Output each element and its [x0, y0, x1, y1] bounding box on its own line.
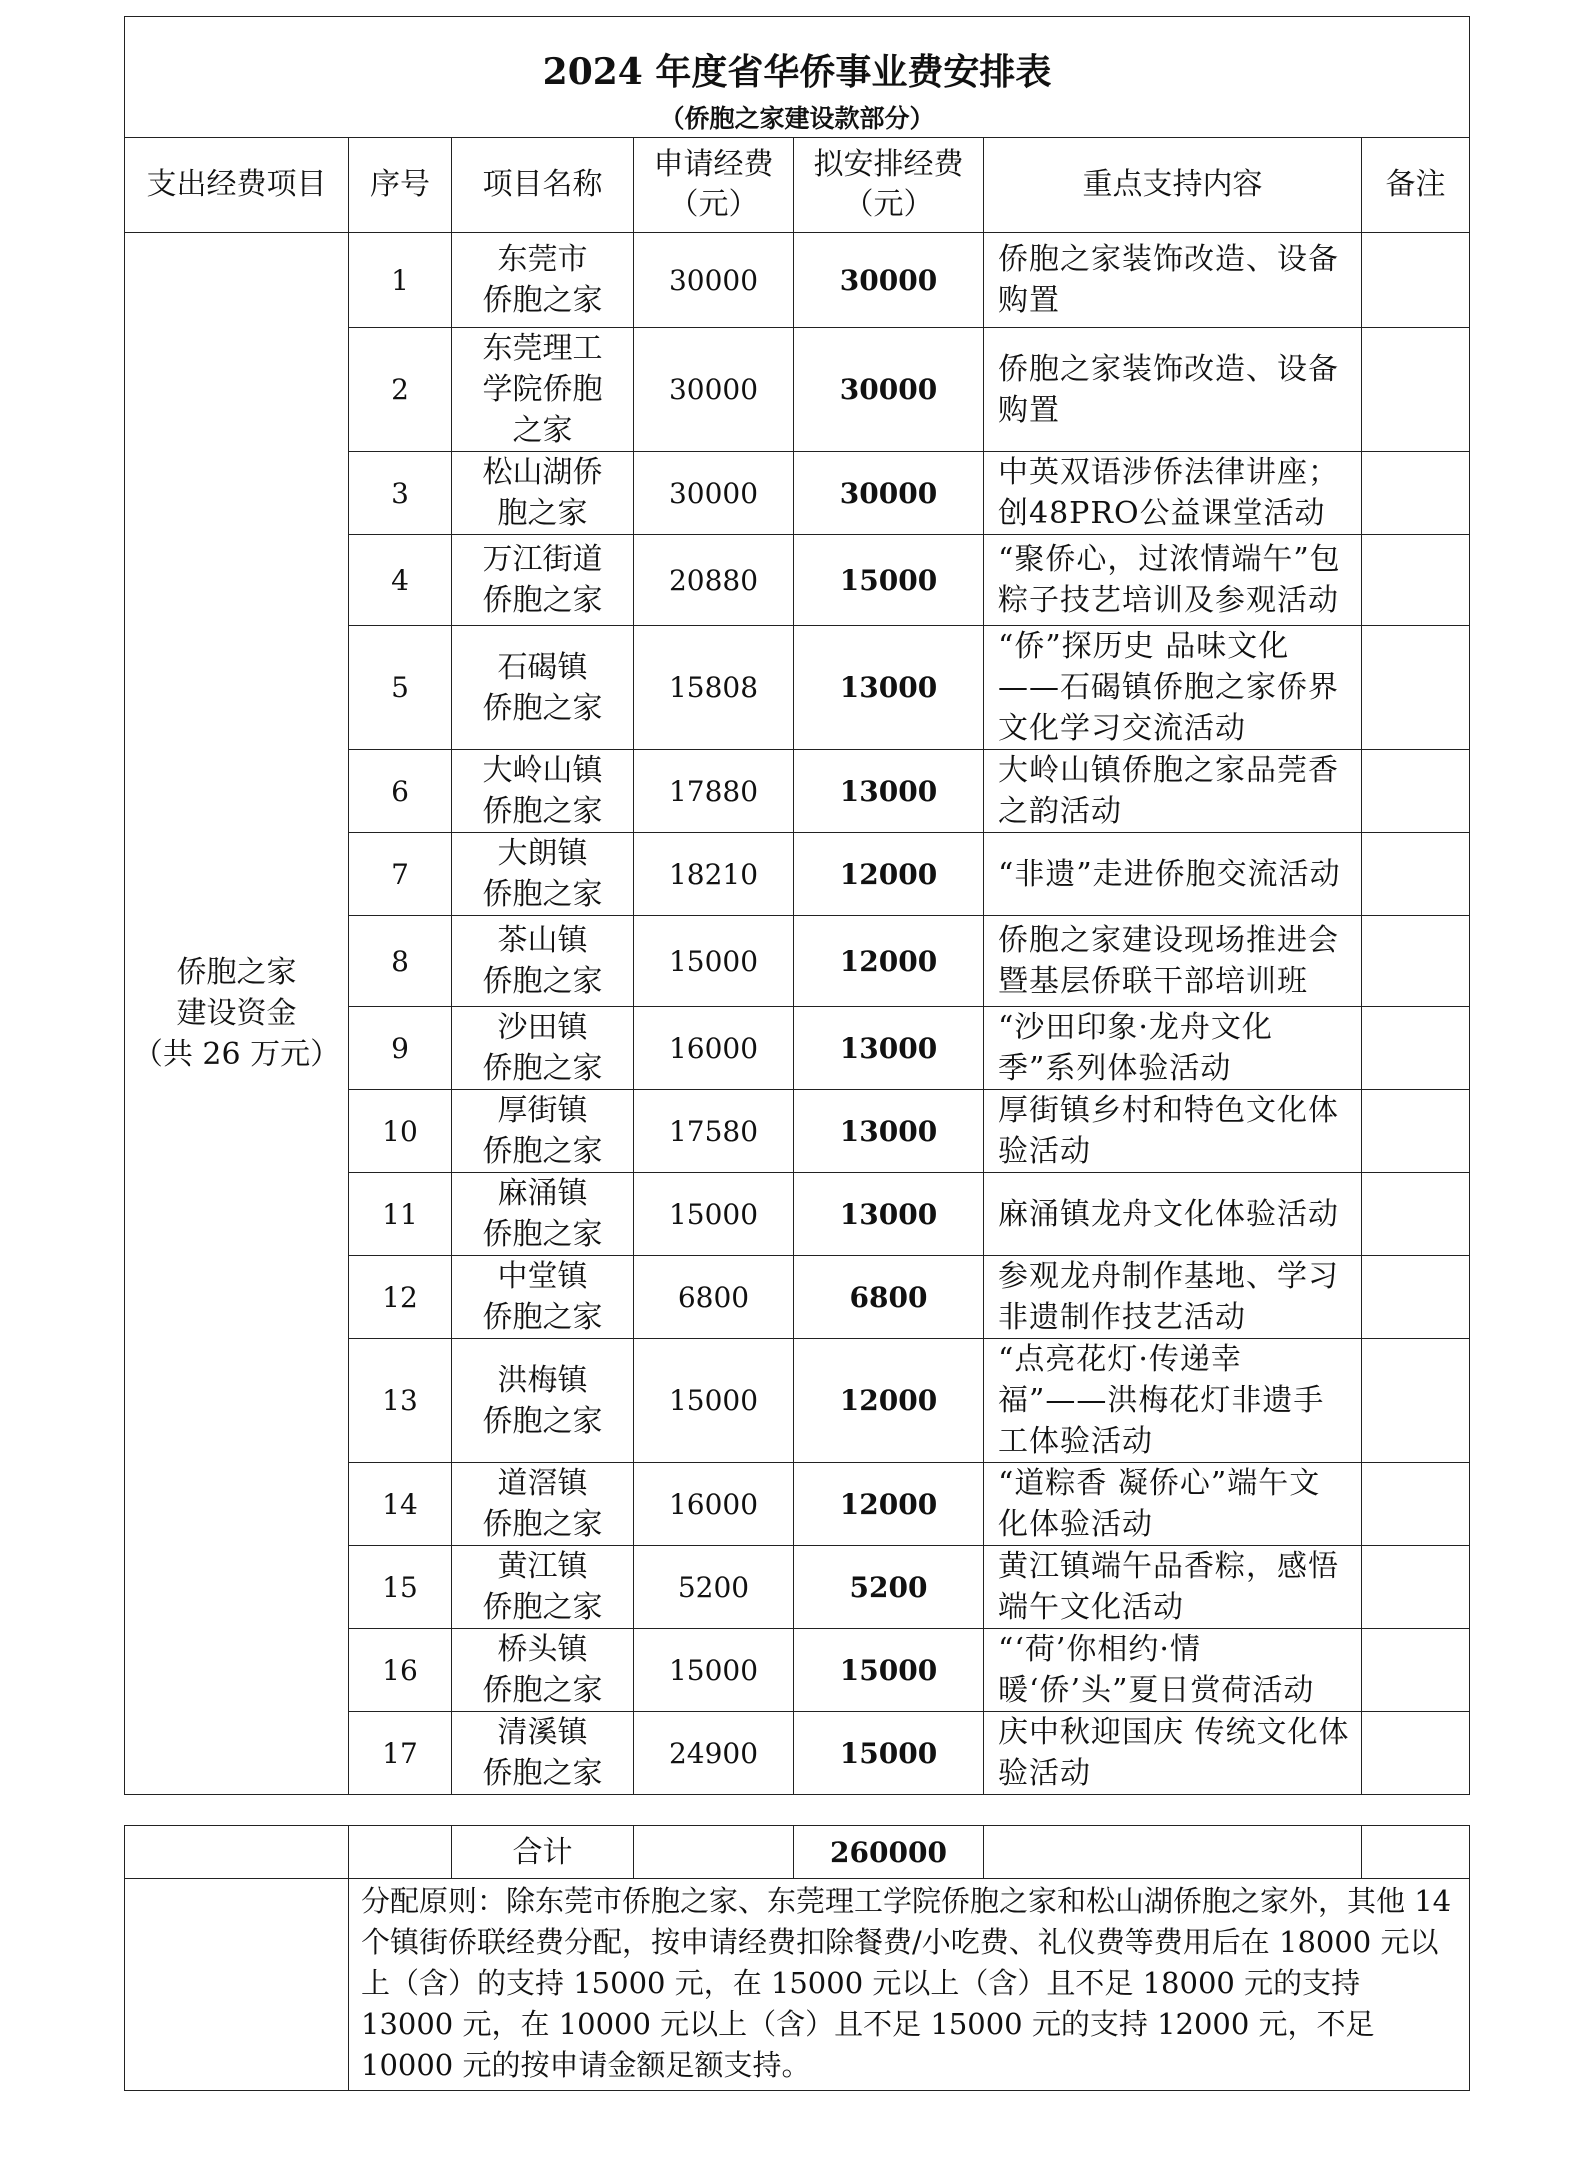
project-name-line: 侨胞之家: [482, 283, 603, 318]
project-name-line: 侨胞之家: [482, 877, 603, 912]
project-name-cell: [452, 1712, 634, 1795]
support-content-cell: 侨胞之家装饰改造、设备购置: [984, 328, 1362, 452]
planned-amount-cell: 15000: [794, 1629, 984, 1712]
support-content-cell: 参观龙舟制作基地、学习非遗制作技艺活动: [984, 1256, 1362, 1339]
project-name-cell: [452, 1007, 634, 1090]
total-planned-amount: 260000: [794, 1826, 984, 1879]
planned-amount-cell: 12000: [794, 916, 984, 1007]
support-content-cell: “聚侨心，过浓情端午”包粽子技艺培训及参观活动: [984, 535, 1362, 626]
serial-cell: 15: [349, 1546, 452, 1629]
serial-cell: 6: [349, 750, 452, 833]
remarks-cell: [1362, 233, 1470, 328]
planned-amount-cell: 30000: [794, 328, 984, 452]
project-name-line: 侨胞之家: [482, 1590, 603, 1625]
planned-amount-cell: 13000: [794, 1090, 984, 1173]
serial-cell: 13: [349, 1339, 452, 1463]
applied-amount-cell: 30000: [634, 452, 794, 535]
remarks-cell: [1362, 1546, 1470, 1629]
serial-cell: 5: [349, 626, 452, 750]
planned-amount-cell: 13000: [794, 626, 984, 750]
total-empty-cell: [984, 1826, 1362, 1879]
planned-amount-cell: 30000: [794, 452, 984, 535]
support-content-cell: “沙田印象·龙舟文化季”系列体验活动: [984, 1007, 1362, 1090]
support-content-cell: 侨胞之家建设现场推进会暨基层侨联干部培训班: [984, 916, 1362, 1007]
planned-amount-cell: 12000: [794, 1463, 984, 1546]
project-name-line: 侨胞之家: [482, 1673, 603, 1708]
planned-amount-cell: 6800: [794, 1256, 984, 1339]
applied-amount-cell: 30000: [634, 328, 794, 452]
project-name-line: 万江街道: [482, 542, 603, 577]
support-content-cell: 侨胞之家装饰改造、设备购置: [984, 233, 1362, 328]
header-serial: 序号: [349, 138, 452, 233]
applied-amount-cell: 15000: [634, 916, 794, 1007]
project-name-line: 洪梅镇: [497, 1362, 588, 1398]
category-line: 侨胞之家: [176, 955, 297, 990]
planned-amount-cell: 5200: [794, 1546, 984, 1629]
allocation-note-row: [125, 1879, 1470, 2091]
project-name-line: 中堂镇: [497, 1259, 588, 1294]
remarks-cell: [1362, 1007, 1470, 1090]
project-name-line: 侨胞之家: [482, 690, 603, 726]
project-name-cell: [452, 1463, 634, 1546]
header-planned-amount: [794, 138, 984, 233]
project-name-cell: [452, 1090, 634, 1173]
total-empty-cell: [125, 1826, 349, 1879]
header-applied-line2: （元）: [668, 187, 759, 222]
project-name-line: 侨胞之家: [482, 583, 603, 618]
serial-cell: 7: [349, 833, 452, 916]
project-name-line: 侨胞之家: [482, 1403, 603, 1439]
serial-cell: 16: [349, 1629, 452, 1712]
serial-cell: 10: [349, 1090, 452, 1173]
header-planned-line2: （元）: [843, 187, 934, 222]
allocation-note: 分配原则：除东莞市侨胞之家、东莞理工学院侨胞之家和松山湖侨胞之家外，其他 14 个镇街侨联经费分配，按申请经费扣除餐费/小吃费、礼仪费等费用后在 18000 元以上（含）的支持 15000 元，在 15000 元以上（含）且不足 18000 元的支持 13000 元，在 10000 元以上（含）且不足 15000 元的支持 12000 元，不足 10000 元的按申请金额足额支持。: [349, 1879, 1470, 2091]
project-name-line: 学院侨胞: [482, 372, 603, 407]
header-applied-line1: 申请经费: [653, 147, 774, 182]
serial-cell: 11: [349, 1173, 452, 1256]
project-name-cell: [452, 1629, 634, 1712]
serial-cell: 17: [349, 1712, 452, 1795]
applied-amount-cell: 5200: [634, 1546, 794, 1629]
project-name-line: 侨胞之家: [482, 794, 603, 829]
project-name-line: 侨胞之家: [482, 1300, 603, 1335]
remarks-cell: [1362, 1090, 1470, 1173]
applied-amount-cell: 15808: [634, 626, 794, 750]
document-page: [124, 16, 1469, 2091]
remarks-cell: [1362, 833, 1470, 916]
project-name-cell: [452, 452, 634, 535]
applied-amount-cell: 30000: [634, 233, 794, 328]
support-content-cell: “道粽香 凝侨心”端午文化体验活动: [984, 1463, 1362, 1546]
support-content-cell: “侨”探历史 品味文化——石碣镇侨胞之家侨界文化学习交流活动: [984, 626, 1362, 750]
support-content-cell: 麻涌镇龙舟文化体验活动: [984, 1173, 1362, 1256]
remarks-cell: [1362, 1629, 1470, 1712]
project-name-cell: [452, 626, 634, 750]
project-name-cell: [452, 1173, 634, 1256]
support-content-cell: 中英双语涉侨法律讲座；创48PRO公益课堂活动: [984, 452, 1362, 535]
project-name-line: 道滘镇: [497, 1466, 588, 1501]
project-name-line: 茶山镇: [497, 923, 588, 958]
page-title: 2024 年度省华侨事业费安排表: [125, 17, 1470, 100]
applied-amount-cell: 15000: [634, 1339, 794, 1463]
project-name-line: 之家: [512, 413, 573, 448]
serial-cell: 4: [349, 535, 452, 626]
support-content-cell: 大岭山镇侨胞之家品莞香之韵活动: [984, 750, 1362, 833]
note-empty-cell: [125, 1879, 349, 2091]
planned-amount-cell: 15000: [794, 1712, 984, 1795]
header-remarks: 备注: [1362, 138, 1470, 233]
project-name-cell: [452, 833, 634, 916]
project-name-line: 沙田镇: [497, 1010, 588, 1045]
project-name-cell: [452, 535, 634, 626]
project-name-line: 黄江镇: [497, 1549, 588, 1584]
table-body: [125, 233, 1470, 1795]
remarks-cell: [1362, 1339, 1470, 1463]
remarks-cell: [1362, 1463, 1470, 1546]
project-name-line: 侨胞之家: [482, 1051, 603, 1086]
project-name-line: 大朗镇: [497, 836, 588, 871]
header-applied-amount: [634, 138, 794, 233]
remarks-cell: [1362, 750, 1470, 833]
project-name-line: 桥头镇: [497, 1632, 588, 1667]
project-name-line: 东莞理工: [482, 331, 603, 366]
total-row: [125, 1826, 1470, 1879]
page-subtitle: （侨胞之家建设款部分）: [125, 99, 1470, 138]
project-name-cell: [452, 233, 634, 328]
project-name-cell: [452, 916, 634, 1007]
budget-table: [124, 16, 1470, 1795]
support-content-cell: 厚街镇乡村和特色文化体验活动: [984, 1090, 1362, 1173]
project-name-line: 侨胞之家: [482, 1507, 603, 1542]
project-name-line: 清溪镇: [497, 1715, 588, 1750]
header-row: [125, 138, 1470, 233]
applied-amount-cell: 20880: [634, 535, 794, 626]
support-content-cell: “‘荷’你相约·情暖‘侨’头”夏日赏荷活动: [984, 1629, 1362, 1712]
serial-cell: 12: [349, 1256, 452, 1339]
category-cell: [125, 233, 349, 1795]
serial-cell: 9: [349, 1007, 452, 1090]
project-name-line: 大岭山镇: [482, 753, 603, 788]
category-line: 建设资金: [176, 996, 297, 1031]
applied-amount-cell: 17580: [634, 1090, 794, 1173]
serial-cell: 8: [349, 916, 452, 1007]
header-support-content: 重点支持内容: [984, 138, 1362, 233]
applied-amount-cell: 17880: [634, 750, 794, 833]
serial-cell: 1: [349, 233, 452, 328]
planned-amount-cell: 12000: [794, 1339, 984, 1463]
total-empty-cell: [349, 1826, 452, 1879]
project-name-line: 侨胞之家: [482, 1756, 603, 1791]
header-project-name: 项目名称: [452, 138, 634, 233]
applied-amount-cell: 6800: [634, 1256, 794, 1339]
header-expense-item: 支出经费项目: [125, 138, 349, 233]
support-content-cell: 庆中秋迎国庆 传统文化体验活动: [984, 1712, 1362, 1795]
total-empty-cell: [1362, 1826, 1470, 1879]
planned-amount-cell: 15000: [794, 535, 984, 626]
table-row: [125, 233, 1470, 328]
remarks-cell: [1362, 452, 1470, 535]
project-name-cell: [452, 1339, 634, 1463]
planned-amount-cell: 30000: [794, 233, 984, 328]
planned-amount-cell: 13000: [794, 750, 984, 833]
applied-amount-cell: 16000: [634, 1007, 794, 1090]
project-name-line: 东莞市: [497, 242, 588, 277]
applied-amount-cell: 18210: [634, 833, 794, 916]
planned-amount-cell: 13000: [794, 1173, 984, 1256]
project-name-line: 胞之家: [497, 496, 588, 531]
project-name-line: 石碣镇: [497, 649, 588, 685]
summary-table: [124, 1825, 1470, 2091]
project-name-line: 松山湖侨: [482, 455, 603, 490]
project-name-line: 麻涌镇: [497, 1176, 588, 1211]
planned-amount-cell: 13000: [794, 1007, 984, 1090]
project-name-line: 侨胞之家: [482, 1134, 603, 1169]
applied-amount-cell: 16000: [634, 1463, 794, 1546]
support-content-cell: 黄江镇端午品香粽，感悟端午文化活动: [984, 1546, 1362, 1629]
project-name-line: 厚街镇: [497, 1093, 588, 1128]
remarks-cell: [1362, 1256, 1470, 1339]
project-name-line: 侨胞之家: [482, 1217, 603, 1252]
project-name-line: 侨胞之家: [482, 964, 603, 999]
header-planned-line1: 拟安排经费: [813, 147, 964, 182]
remarks-cell: [1362, 535, 1470, 626]
serial-cell: 2: [349, 328, 452, 452]
project-name-cell: [452, 328, 634, 452]
remarks-cell: [1362, 1173, 1470, 1256]
remarks-cell: [1362, 916, 1470, 1007]
serial-cell: 3: [349, 452, 452, 535]
support-content-cell: “非遗”走进侨胞交流活动: [984, 833, 1362, 916]
total-label: 合计: [452, 1826, 634, 1879]
project-name-cell: [452, 1256, 634, 1339]
support-content-cell: “点亮花灯·传递幸福”——洪梅花灯非遗手工体验活动: [984, 1339, 1362, 1463]
total-empty-cell: [634, 1826, 794, 1879]
applied-amount-cell: 24900: [634, 1712, 794, 1795]
category-line: （共 26 万元）: [132, 1037, 341, 1072]
remarks-cell: [1362, 626, 1470, 750]
applied-amount-cell: 15000: [634, 1173, 794, 1256]
applied-amount-cell: 15000: [634, 1629, 794, 1712]
serial-cell: 14: [349, 1463, 452, 1546]
remarks-cell: [1362, 328, 1470, 452]
remarks-cell: [1362, 1712, 1470, 1795]
project-name-cell: [452, 1546, 634, 1629]
project-name-cell: [452, 750, 634, 833]
planned-amount-cell: 12000: [794, 833, 984, 916]
